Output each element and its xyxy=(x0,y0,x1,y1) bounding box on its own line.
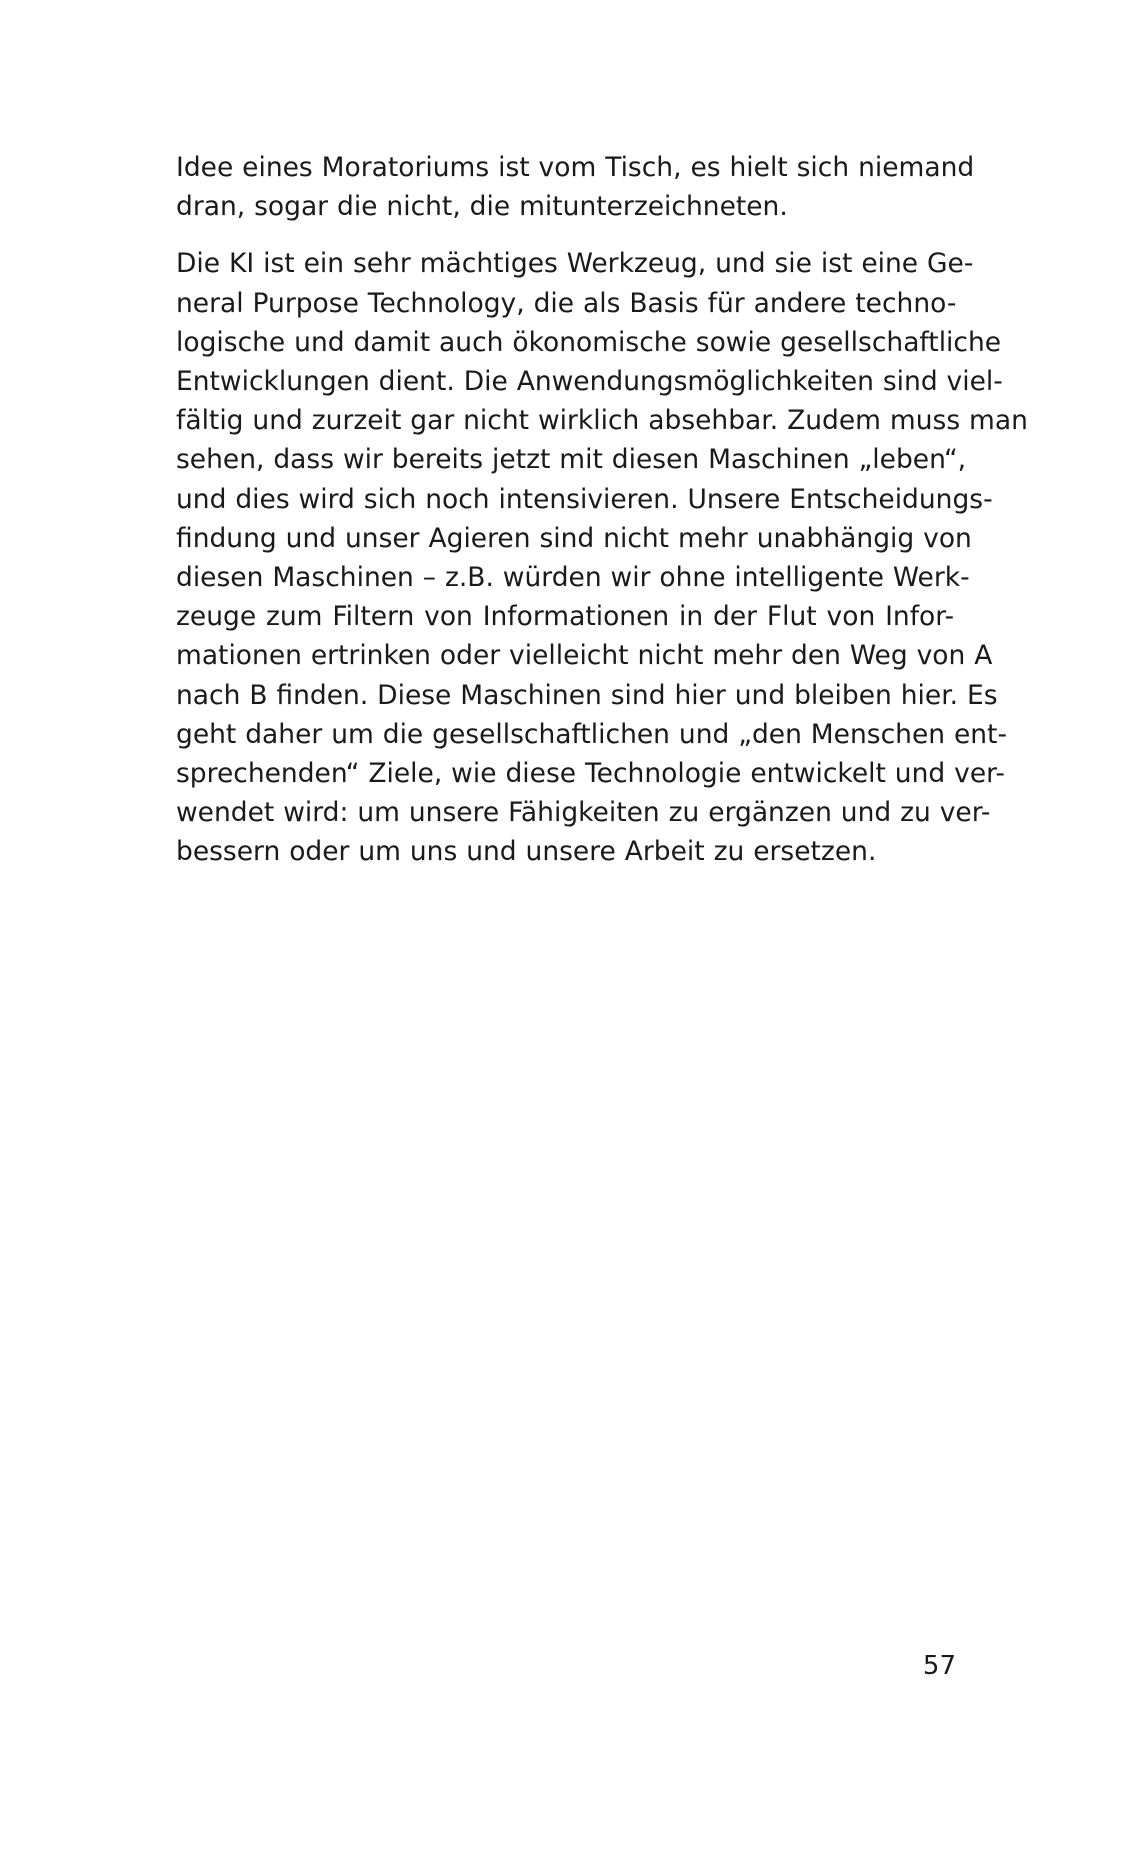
text-line: bessern oder um uns und unsere Arbeit zu ersetzen. xyxy=(176,836,877,868)
text-line: fältig und zurzeit gar nicht wirklich absehbar. Zudem muss man xyxy=(176,405,1028,437)
page-number: 57 xyxy=(922,1651,956,1681)
text-line: nach B finden. Diese Maschinen sind hier und bleiben hier. Es xyxy=(176,679,998,711)
text-line: sprechenden“ Ziele, wie diese Technologie entwickelt und ver- xyxy=(176,758,1005,790)
text-line: neral Purpose Technology, die als Basis für andere techno- xyxy=(176,287,957,319)
text-line: Idee eines Moratoriums ist vom Tisch, es hielt sich niemand xyxy=(176,152,975,183)
text-line: diesen Maschinen – z.B. würden wir ohne intelligente Werk- xyxy=(176,562,970,594)
text-line: findung und unser Agieren sind nicht mehr unabhängig von xyxy=(176,522,972,554)
text-line: sehen, dass wir bereits jetzt mit diesen Maschinen „leben“, xyxy=(176,444,967,476)
text-line: zeuge zum Filtern von Informationen in der Flut von Infor- xyxy=(176,601,954,633)
text-line: mationen ertrinken oder vielleicht nicht mehr den Weg von A xyxy=(176,640,993,672)
text-line: logische und damit auch ökonomische sowie gesellschaftliche xyxy=(176,326,1002,358)
text-line: Die KI ist ein sehr mächtiges Werkzeug, und sie ist eine Ge- xyxy=(176,248,974,280)
paragraph-2 xyxy=(176,244,1028,871)
text-line: wendet wird: um unsere Fähigkeiten zu ergänzen und zu ver- xyxy=(176,797,991,829)
body-text xyxy=(176,148,1028,872)
text-line: geht daher um die gesellschaftlichen und „den Menschen ent- xyxy=(176,718,1008,750)
text-line: Entwicklungen dient. Die Anwendungsmöglichkeiten sind viel- xyxy=(176,366,1003,398)
paragraph-1 xyxy=(176,148,975,226)
text-line: und dies wird sich noch intensivieren. Unsere Entscheidungs- xyxy=(176,483,993,515)
text-line: dran, sogar die nicht, die mitunterzeichneten. xyxy=(176,191,788,223)
